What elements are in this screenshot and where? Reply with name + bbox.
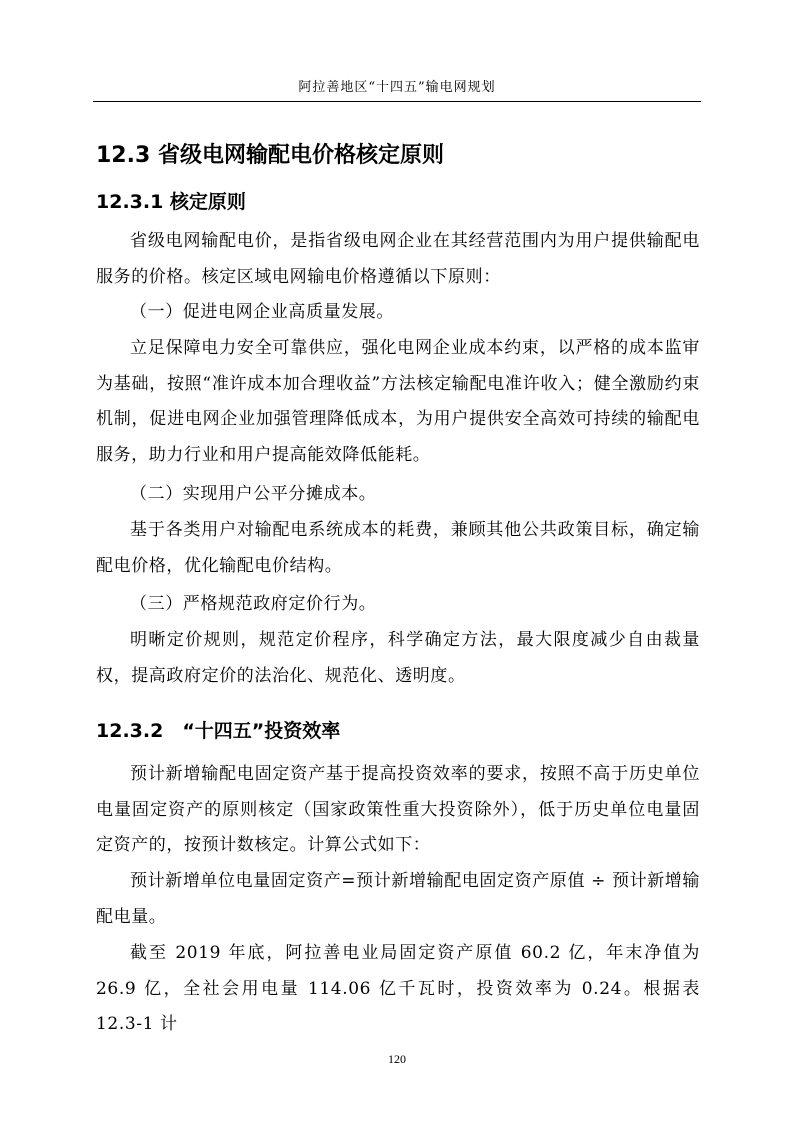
header-rule bbox=[93, 101, 701, 102]
subsection-heading-12-3-2: 12.3.2 “十四五”投资效率 bbox=[96, 720, 341, 742]
paragraph-formula: 预计新增单位电量固定资产=预计新增输配电固定资产原值 ÷ 预计新增输配电量。 bbox=[96, 871, 700, 927]
paragraph-2019-figures: 截至 2019 年底，阿拉善电业局固定资产原值 60.2 亿，年末净值为 26.9 亿，全社会用电量 114.06 亿千瓦时，投资效率为 0.24。根据表 12.3-1 计 bbox=[96, 943, 700, 1034]
paragraph-principle-2-body: 基于各类用户对输配电系统成本的耗费，兼顾其他公共政策目标，确定输配电价格，优化输配电价结构。 bbox=[96, 520, 700, 576]
paragraph-investment-rule: 预计新增输配电固定资产基于提高投资效率的要求，按照不高于历史单位电量固定资产的原则核定（国家政策性重大投资除外），低于历史单位电量固定资产的，按预计数核定。计算公式如下： bbox=[96, 764, 700, 855]
paragraph-principle-1-body: 立足保障电力安全可靠供应，强化电网企业成本约束，以严格的成本监审为基础，按照“准许成本加合理收益”方法核定输配电准许收入；健全激励约束机制，促进电网企业加强管理降低成本，为用户提供安全高效可持续的输配电服务，助力行业和用户提高能效降低能耗。 bbox=[96, 338, 700, 465]
paragraph-principle-3-title: （三）严格规范政府定价行为。 bbox=[130, 594, 377, 614]
paragraph-definition: 省级电网输配电价，是指省级电网企业在其经营范围内为用户提供输配电服务的价格。核定区域电网输电价格遵循以下原则： bbox=[96, 231, 700, 287]
subsection-heading-12-3-1: 12.3.1 核定原则 bbox=[96, 191, 246, 213]
paragraph-principle-1-title: （一）促进电网企业高质量发展。 bbox=[130, 302, 394, 322]
paragraph-principle-2-title: （二）实现用户公平分摊成本。 bbox=[130, 484, 377, 504]
paragraph-principle-3-body: 明晰定价规则，规范定价程序，科学确定方法，最大限度减少自由裁量权，提高政府定价的法治化、规范化、透明度。 bbox=[96, 630, 700, 686]
section-heading-12-3: 12.3 省级电网输配电价格核定原则 bbox=[96, 143, 444, 168]
running-header: 阿拉善地区“十四五”输电网规划 bbox=[298, 80, 496, 95]
page-number: 120 bbox=[388, 1052, 406, 1066]
